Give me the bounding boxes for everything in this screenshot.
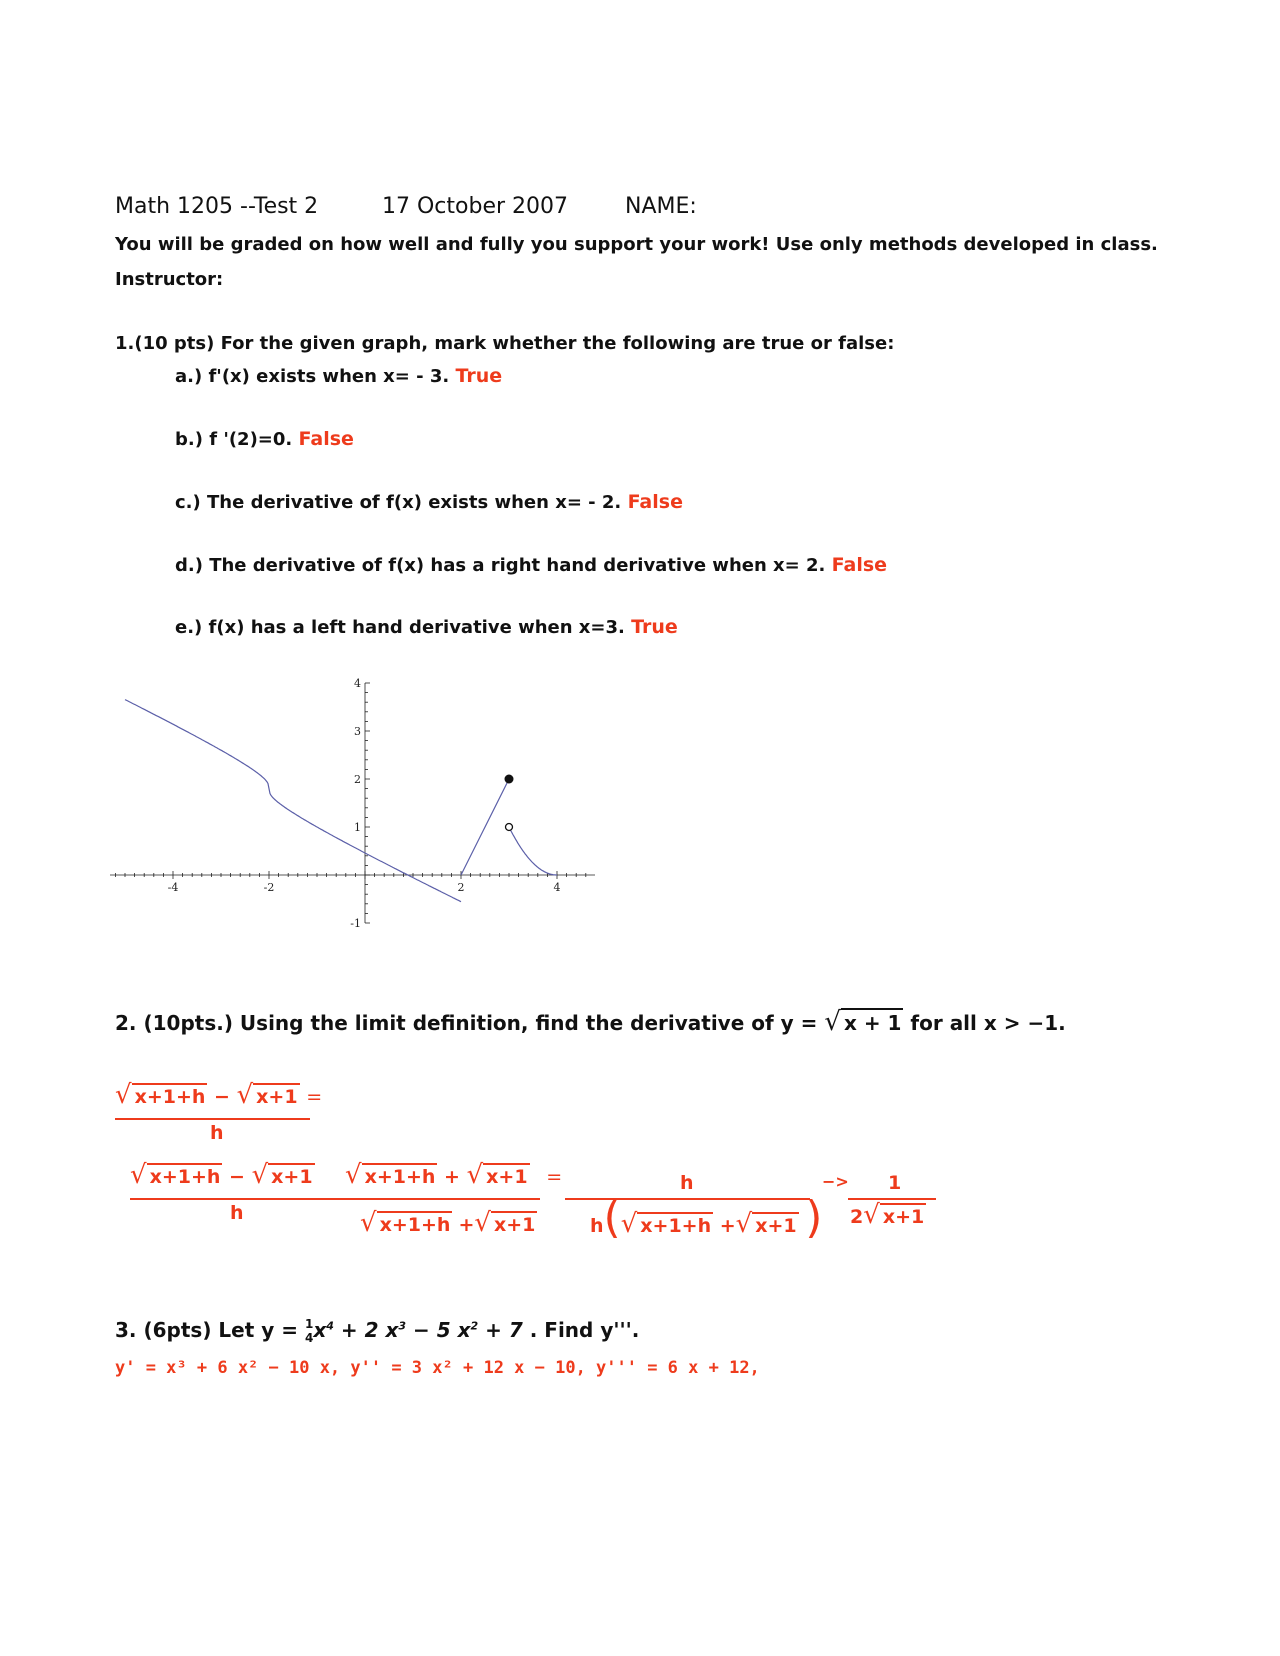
- q2-step1-fraction-bar: [115, 1118, 310, 1120]
- q2-step2-minus: −: [229, 1166, 245, 1188]
- sqrt-icon: √: [735, 1209, 753, 1239]
- sqrt-icon: √: [360, 1208, 377, 1238]
- y-tick-label: 4: [354, 677, 361, 690]
- q2-prompt-start: 2. (10pts.) Using the limit definition, find the derivative of y =: [115, 1011, 818, 1035]
- q2-step2-rad-b: x+1: [268, 1163, 314, 1188]
- q1-item-c-text: c.) The derivative of f(x) exists when x= - 2.: [175, 492, 622, 513]
- sqrt-icon: √: [115, 1080, 132, 1110]
- q2-prompt-radicand: x + 1: [841, 1008, 904, 1035]
- sqrt-icon: √: [251, 1160, 269, 1190]
- sqrt-icon: √: [345, 1160, 362, 1190]
- q2-step2-conj-a: x+1+h: [362, 1163, 438, 1188]
- q2-step1-rad-b: x+1: [253, 1083, 299, 1108]
- y-tick-label: 2: [354, 773, 361, 786]
- q3-prompt: [115, 1318, 639, 1345]
- q1-item-e: [175, 616, 678, 638]
- q2-step2-denominator-right: [360, 1208, 537, 1238]
- q1-item-e-answer: True: [631, 616, 678, 638]
- q2-step3-den-h: h: [590, 1215, 604, 1237]
- q2-step2-numerator-right: [345, 1160, 562, 1190]
- curve-line-segment: [461, 779, 509, 875]
- q2-step1-rad-a: x+1+h: [132, 1083, 208, 1108]
- q2-step2-fraction-bar-left: [130, 1198, 330, 1200]
- q2-final-den-2: 2: [850, 1206, 864, 1228]
- q2-prompt: [115, 1007, 1066, 1037]
- sqrt-icon: √: [620, 1209, 638, 1239]
- instructor-label: Instructor:: [115, 269, 224, 290]
- q2-step2-fraction-bar-right: [330, 1198, 540, 1200]
- q1-item-b-text: b.) f '(2)=0.: [175, 429, 293, 450]
- y-tick-label: 1: [354, 821, 361, 834]
- q2-final-numerator: 1: [888, 1172, 902, 1194]
- q1-item-d-answer: False: [831, 554, 888, 576]
- q2-step2-equals: =: [546, 1166, 563, 1188]
- y-tick-label: 3: [354, 725, 361, 738]
- q1-item-e-text: e.) f(x) has a left hand derivative when x=3.: [175, 617, 625, 638]
- q3-prompt-end: . Find y'''.: [529, 1318, 640, 1342]
- q3-answer: y' = x³ + 6 x² − 10 x, y'' = 3 x² + 12 x − 10, y''' = 6 x + 12,: [115, 1358, 760, 1378]
- q2-step2-denominator-left: h: [230, 1202, 244, 1224]
- sqrt-icon: √: [474, 1208, 491, 1238]
- function-graph: [100, 660, 620, 940]
- q1-item-c: [175, 491, 683, 513]
- q1-item-b-answer: False: [298, 428, 354, 450]
- left-paren-icon: (: [603, 1192, 621, 1243]
- q2-step3-numerator: h: [680, 1172, 694, 1194]
- open-point: [506, 824, 513, 831]
- q2-step2-den-rad-a: x+1+h: [377, 1211, 453, 1236]
- q2-step3-denominator: [590, 1192, 823, 1243]
- y-tick-label: -1: [350, 917, 361, 930]
- q2-step2-plus: +: [444, 1166, 460, 1188]
- sqrt-icon: √: [130, 1160, 147, 1190]
- limit-arrow: −>: [822, 1172, 849, 1191]
- q2-step1-numerator: [115, 1080, 322, 1110]
- q3-prompt-start: 3. (6pts) Let y =: [115, 1318, 299, 1342]
- q2-step2-numerator-left: [130, 1160, 315, 1190]
- curve-left-branch: [125, 700, 461, 902]
- q2-final-den-rad: x+1: [880, 1203, 926, 1228]
- q2-step2-conj-b: x+1: [483, 1163, 529, 1188]
- q1-item-a-answer: True: [455, 365, 503, 387]
- quarter-fraction: 1 4: [304, 1317, 314, 1345]
- q1-item-a-text: a.) f'(x) exists when x= - 3.: [175, 366, 450, 387]
- closed-point: [505, 775, 514, 784]
- q1-item-a: [175, 365, 502, 387]
- x-tick-label: -2: [263, 881, 275, 894]
- q1-item-d-text: d.) The derivative of f(x) has a right hand derivative when x= 2.: [175, 555, 826, 576]
- q2-step2-rad-a: x+1+h: [147, 1163, 223, 1188]
- q2-step3-den-rad-a: x+1+h: [637, 1212, 713, 1237]
- graph-axes: [110, 683, 595, 923]
- q3-polynomial: 1 $4x^4 + 2$ $x^3 - 5$ $x^2 + 7$: [304, 1317, 530, 1345]
- x-tick-label: 2: [457, 881, 465, 894]
- sqrt-icon: √: [824, 1007, 841, 1037]
- curve-right-branch: [509, 827, 557, 875]
- q1-item-d: [175, 554, 887, 576]
- x-tick-label: -4: [167, 881, 179, 894]
- test-date: 17 October 2007: [382, 194, 569, 219]
- q1-item-c-answer: False: [627, 491, 683, 513]
- course-title: Math 1205 --Test 2: [115, 194, 319, 219]
- sqrt-icon: √: [863, 1200, 880, 1230]
- q2-step1-denominator: h: [210, 1122, 224, 1144]
- name-label: NAME:: [625, 194, 697, 219]
- right-paren-icon: ): [805, 1192, 823, 1243]
- q2-step3-den-rad-b: x+1: [752, 1212, 798, 1237]
- q1-prompt: 1.(10 pts) For the given graph, mark whether the following are true or false:: [115, 333, 895, 354]
- x-tick-label: 4: [553, 881, 561, 894]
- q2-final-denominator: [850, 1200, 926, 1230]
- q2-step3-den-plus: +: [719, 1215, 736, 1237]
- instructions-text: You will be graded on how well and fully you support your work! Use only methods developed in class.: [115, 234, 1158, 255]
- sqrt-icon: √: [236, 1080, 254, 1110]
- q2-step1-minus: −: [214, 1086, 230, 1108]
- q2-step2-den-plus: +: [458, 1214, 475, 1236]
- q2-step1-equals: =: [306, 1086, 323, 1108]
- sqrt-icon: √: [466, 1160, 484, 1190]
- q2-step2-den-rad-b: x+1: [491, 1211, 537, 1236]
- q1-item-b: [175, 428, 354, 450]
- q2-prompt-end: for all x > −1.: [910, 1011, 1066, 1035]
